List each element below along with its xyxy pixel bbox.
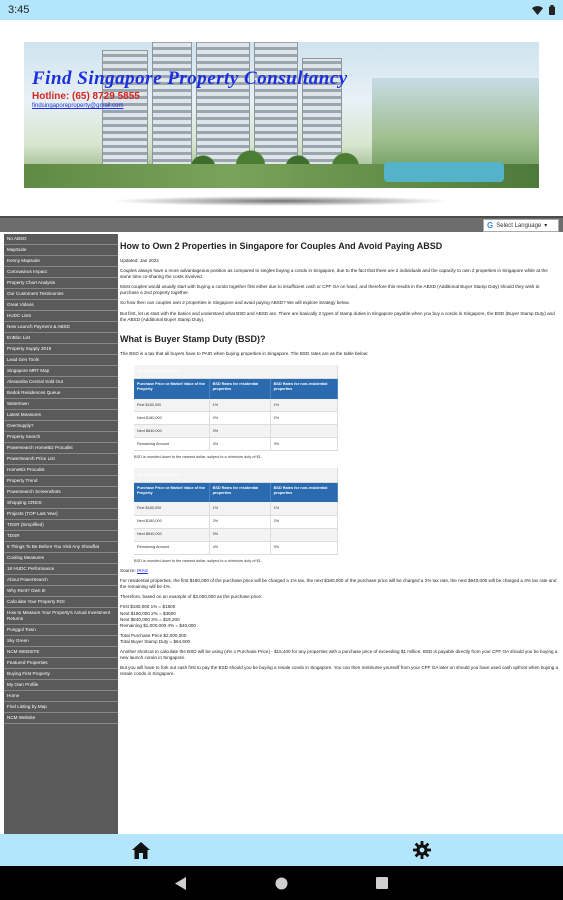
- table-cell: [270, 425, 337, 438]
- select-language-label: Select Language: [496, 222, 542, 229]
- sidebar-item[interactable]: Cooling Measures: [4, 553, 118, 564]
- wifi-icon: [532, 6, 543, 15]
- table-cell: 1%: [270, 399, 337, 412]
- article-updated-date: Updated: Jan 2022: [120, 258, 159, 263]
- article-paragraph: For residential properties, the first $180,000 of the purchase price will be charged a 1% tax, the next $180,000 of the purchase price will be charged a 2% tax rate, the next $640,000 will be charged a 3% tax rate and the remaining will be 4%.: [120, 578, 557, 590]
- sidebar-item[interactable]: NCM WEBSITE: [4, 647, 118, 658]
- table-caption: On or after 20 Feb 2018: [134, 468, 338, 482]
- sidebar-item[interactable]: My Own Profile: [4, 680, 118, 691]
- google-translate-icon: G: [487, 221, 494, 230]
- sidebar-item[interactable]: Singapore MRT Map: [4, 366, 118, 377]
- article-paragraph: Another shortcut to calculate the BSD will be using (4% x Purchase Price) - $15,400 for any properties with a purchase price of exceeding $1 million. BSD is payable directly from your CPF OA should you be buying a new launch condo in Singapore.: [120, 648, 558, 661]
- table-cell: 3%: [270, 541, 337, 554]
- article-paragraph: But first, let us start with the basics and understand what BSD and ABSD are. There are basically 2 types of stamp duties in Singapore payable when you buy a condo in Singapore, the BSD (Buyer Stamp Duty) and the ABSD (Additional Buyer Stamp Duty).: [120, 310, 555, 322]
- sidebar-item[interactable]: Calculate Your Property ROI: [4, 597, 118, 608]
- home-button[interactable]: [0, 834, 282, 866]
- status-bar: [0, 0, 563, 20]
- table-cell: 1%: [209, 399, 270, 412]
- table-cell: Remaining Amount: [134, 438, 209, 451]
- sidebar-item[interactable]: HUDC Lists: [4, 311, 118, 322]
- banner-hotline: Hotline: (65) 8729 5855: [32, 91, 140, 102]
- table-cell: 1%: [209, 502, 270, 515]
- sidebar-item[interactable]: MapSuite: [4, 245, 118, 256]
- table-header: BSD Rates for residential properties: [209, 482, 270, 502]
- article-paragraph: Therefore, based on an example of $2,000,000 as the purchase price:: [120, 594, 263, 600]
- table-row: [134, 502, 338, 515]
- table-row: [134, 515, 338, 528]
- sidebar-item[interactable]: Find Listing by Map: [4, 702, 118, 713]
- table-cell: Next $640,000: [134, 528, 209, 541]
- table-cell: [270, 528, 337, 541]
- sidebar-item[interactable]: Lead Gen Tools: [4, 355, 118, 366]
- sidebar-item[interactable]: Featured Properties: [4, 658, 118, 669]
- table-row: [134, 425, 338, 438]
- table-cell: Next $640,000: [134, 425, 209, 438]
- sidebar-item[interactable]: Latest Measures: [4, 410, 118, 421]
- sidebar-item[interactable]: Bedok Residences Queue: [4, 388, 118, 399]
- table-cell: Next $180,000: [134, 515, 209, 528]
- sidebar-item[interactable]: About PowerSearch: [4, 575, 118, 586]
- total-line: Total Buyer Stamp Duty = $64,600: [120, 638, 191, 644]
- table-cell: Next $180,000: [134, 412, 209, 425]
- total-line: Total Purchase Price $2,000,000: [120, 632, 187, 638]
- sidebar-item[interactable]: Kenny Mapsuite: [4, 256, 118, 267]
- source-line: [120, 568, 559, 574]
- article-title: How to Own 2 Properties in Singapore for Couples And Avoid Paying ABSD: [120, 241, 443, 251]
- sidebar-item[interactable]: PowerSearch Price List: [4, 454, 118, 465]
- article-content: [118, 234, 563, 834]
- table-cell: 2%: [209, 412, 270, 425]
- table-header: BSD Rates for residential properties: [209, 379, 270, 399]
- banner-title: Find Singapore Property Consultancy: [32, 68, 348, 89]
- select-language-dropdown[interactable]: [483, 219, 559, 232]
- sidebar-item[interactable]: No ABSD: [4, 234, 118, 245]
- sidebar-item[interactable]: 5 Things To Be Before You Visit Any Showflat: [4, 542, 118, 553]
- calc-line: First $180,000 1% = $1800: [120, 604, 176, 610]
- sidebar-item[interactable]: HomeBiz Procalist: [4, 465, 118, 476]
- home-icon: [132, 842, 150, 859]
- settings-button[interactable]: [282, 834, 563, 866]
- sidebar-item[interactable]: Home: [4, 691, 118, 702]
- table-cell: First $180,000: [134, 399, 209, 412]
- table-header: BSD Rates for non-residential properties: [270, 379, 337, 399]
- back-icon[interactable]: [175, 877, 187, 890]
- sidebar-item[interactable]: Great Videos: [4, 300, 118, 311]
- sidebar-item[interactable]: 18 HUDC Performance: [4, 564, 118, 575]
- sidebar-item[interactable]: Coronavirus Impact: [4, 267, 118, 278]
- table-cell: 2%: [270, 515, 337, 528]
- table-cell: Remaining Amount: [134, 541, 209, 554]
- calc-totals: [120, 633, 559, 645]
- table-row: [134, 528, 338, 541]
- sidebar-item[interactable]: Projects (TOP Last Year): [4, 509, 118, 520]
- sidebar-item[interactable]: New Launch Payment & ABSD: [4, 322, 118, 333]
- calc-breakdown: [120, 604, 559, 628]
- banner-image: [24, 42, 539, 188]
- status-time: 3:45: [8, 4, 30, 16]
- calc-line: Remaining $1,000,000 4% = $40,000: [120, 622, 196, 628]
- article-paragraph: The BSD is a tax that all buyers have to PAID when buying properties in Singapore. The BSD rates are as the table below:: [120, 350, 369, 356]
- table-row: [134, 438, 338, 451]
- table-note: BSD is rounded down to the nearest dollar, subject to a minimum duty of $1.: [134, 558, 262, 563]
- bsd-rate-table: [134, 468, 338, 555]
- system-nav-bar: [0, 866, 563, 900]
- sidebar-item[interactable]: EnBloc List: [4, 333, 118, 344]
- article-paragraph: But you will have to fork out cash first to pay the BSD should you be buying a resale condo in Singapore. You can then reimburse yourself from your CPF OA later on should you have used cash upfront when buying a resale condo in Singapore.: [120, 665, 559, 677]
- sidebar-item[interactable]: Powersearch HomeBiz Procalist: [4, 443, 118, 454]
- bsd-rate-table: [134, 365, 338, 452]
- site-header: [0, 20, 563, 216]
- gear-icon: [413, 841, 431, 859]
- article-paragraph: Most couples would usually start with buying a condo together first either due to insufficient cash or CPF OA on hand, and therefore this results in the ABSD (Additional Buyer Stamp Duty) should they wish to purchase a 2nd property together.: [120, 284, 540, 296]
- sidebar-menu: [4, 234, 118, 834]
- sidebar-item[interactable]: NCM Website: [4, 713, 118, 724]
- table-header: BSD Rates for non-residential properties: [270, 482, 337, 502]
- sidebar-item[interactable]: Sky Green: [4, 636, 118, 647]
- sidebar-item[interactable]: Punggol Town: [4, 625, 118, 636]
- sidebar-item[interactable]: TDSR (Simplified): [4, 520, 118, 531]
- sidebar-item[interactable]: Why Rent? Own It!: [4, 586, 118, 597]
- source-link[interactable]: IRAS: [137, 568, 148, 574]
- sidebar-item[interactable]: TDSR: [4, 531, 118, 542]
- table-note: BSD is rounded down to the nearest dollar, subject to a minimum duty of $1.: [134, 455, 262, 460]
- battery-icon: [549, 5, 555, 15]
- sidebar-item[interactable]: Property Supply 2019: [4, 344, 118, 355]
- calc-line: Next $180,000 2% = $3600: [120, 610, 176, 616]
- app-bottom-nav: [0, 834, 563, 866]
- table-header: Purchase Price or Market Value of the Property: [134, 379, 209, 399]
- language-bar: [0, 216, 563, 232]
- sidebar-item[interactable]: Alexandra Central Sold Out: [4, 377, 118, 388]
- sidebar-item[interactable]: Property Chart Analysis: [4, 278, 118, 289]
- sidebar-item[interactable]: Buying First Property: [4, 669, 118, 680]
- table-header: Purchase Price or Market Value of the Property: [134, 482, 209, 502]
- table-cell: 2%: [209, 515, 270, 528]
- sidebar-item[interactable]: Watertown: [4, 399, 118, 410]
- banner-shadow: [110, 196, 453, 206]
- table-row: [134, 412, 338, 425]
- sidebar-item[interactable]: Shopping CREIS: [4, 498, 118, 509]
- sidebar-item[interactable]: Our Customers Testimonies: [4, 289, 118, 300]
- recents-icon[interactable]: [376, 877, 388, 889]
- banner-email-link[interactable]: findsingaporeproperty@gmail.com: [32, 103, 124, 109]
- table-cell: First $180,000: [134, 502, 209, 515]
- section-heading-bsd: What is Buyer Stamp Duty (BSD)?: [120, 333, 266, 344]
- table-cell: 4%: [209, 438, 270, 451]
- article-paragraph: Couples always have a more advantageous position as compared to singles buying a condo in Singapore, due to the fact that there are 2 individuals and the capacity to own 2 properties in Singapore while at the same time co-sharing the costs involved.: [120, 268, 548, 280]
- article-paragraph: So how then can couples own 2 properties in Singapore and avoid paying ABSD? We will explore strategy below.: [120, 300, 350, 306]
- table-caption: On or after 20 Feb 2018: [134, 365, 338, 379]
- table-row: [134, 399, 338, 412]
- sidebar-item[interactable]: Property Trend: [4, 476, 118, 487]
- sidebar-item[interactable]: Property Search: [4, 432, 118, 443]
- table-cell: 3%: [270, 438, 337, 451]
- sidebar-item[interactable]: OverSupply?: [4, 421, 118, 432]
- table-cell: 3%: [209, 528, 270, 541]
- table-cell: 2%: [270, 412, 337, 425]
- status-icons: [532, 5, 555, 15]
- sidebar-item[interactable]: Powersearch Screenshots: [4, 487, 118, 498]
- calc-line: Next $640,000 3% = $19,200: [120, 616, 180, 622]
- table-row: [134, 541, 338, 554]
- home-circle-icon[interactable]: [275, 877, 288, 890]
- table-cell: 3%: [209, 425, 270, 438]
- chevron-down-icon: ▾: [544, 223, 548, 229]
- table-cell: 1%: [270, 502, 337, 515]
- source-label: Source:: [120, 568, 136, 574]
- table-cell: 4%: [209, 541, 270, 554]
- sidebar-item[interactable]: How to Measure Your Property's Actual Investment Returns: [4, 608, 118, 625]
